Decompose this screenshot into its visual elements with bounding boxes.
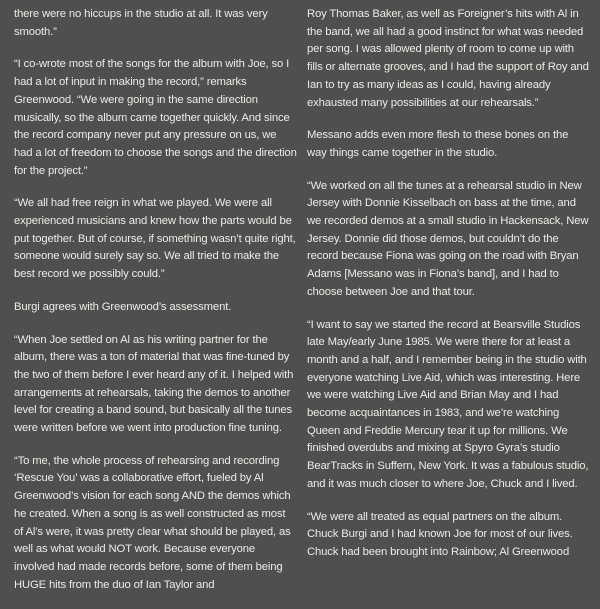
paragraph: Messano adds even more flesh to these bones on the way things came together in the studio.	[307, 129, 569, 159]
paragraph: “When Joe settled on Al as his writing partner for the album, there was a ton of material that was fine-tuned by the two of them before I ever heard any of it. I helped with arrangements at rehearsals, taking the demos to another level for creating a band sound, but basically all the tunes were written before we went into production fine tuning.	[14, 333, 294, 435]
paragraph: “I co-wrote most of the songs for the album with Joe, so I had a lot of input in making the record,” remarks Greenwood. “We were going in the same direction musically, so the album came together quickly. And since the record company never put any pressure on us, we had a lot of freedom to choose the songs and the direction for the project.”	[14, 58, 297, 177]
paragraph: “We all had free reign in what we played. We were all experienced musicians and knew how the parts would be put together. But of course, if something wasn’t quite right, someone would surely say so. We all tried to make the best record we possibly could.”	[14, 197, 296, 281]
paragraph: “To me, the whole process of rehearsing and recording ‘Rescue You’ was a collaborative effort, fueled by Al Greenwood’s vision for each song AND the demos which he created. When a song is as well constructed as most of Al’s were, it was pretty clear what should be played, as well as what would NOT work. Because everyone involved had made records before, some of them being HUGE hits from the duo of Ian Taylor and	[14, 454, 291, 591]
paragraph: there were no hiccups in the studio at all. It was very smooth.”	[14, 8, 268, 38]
left-column	[14, 6, 297, 609]
paragraph: Roy Thomas Baker, as well as Foreigner’s hits with Al in the band, we all had a good instinct for what was needed per song. I was allowed plenty of room to come up with fills or alternate grooves, and I had the support of Roy and Ian to try as many ideas as I could, having already exhausted many possibilities at our rehearsals.”	[307, 8, 589, 109]
paragraph: “I want to say we started the record at Bearsville Studios late May/early June 1985. We were there for at least a month and a half, and I remember being in the studio with everyone watching Live Aid, which was interesting. Here we were watching Live Aid and Brian May and I had become acquaintances in 1983, and we’re watching Queen and Freddie Mercury tear it up for millions. We finished overdubs and mixing at Spyro Gyra’s studio BearTracks in Suffern, New York. It was a fabulous studio, and it was much closer to where Joe, Chuck and I lived.	[307, 318, 589, 490]
paragraph: “We worked on all the tunes at a rehearsal studio in New Jersey with Donnie Kisselbach on bass at the time, and we recorded demos at a small studio in Hackensack, New Jersey. Donnie did those demos, but couldn’t do the record because Fiona was going on the road with Bryan Adams [Messano was in Fiona’s band], and I had to choose between Joe and that tour.	[307, 179, 589, 298]
right-column	[307, 6, 589, 577]
paragraph: Burgi agrees with Greenwood’s assessment.	[14, 300, 232, 313]
paragraph: “We were all treated as equal partners on the album. Chuck Burgi and I had known Joe for most of our lives. Chuck had been brought into Rainbow; Al Greenwood	[307, 510, 573, 558]
